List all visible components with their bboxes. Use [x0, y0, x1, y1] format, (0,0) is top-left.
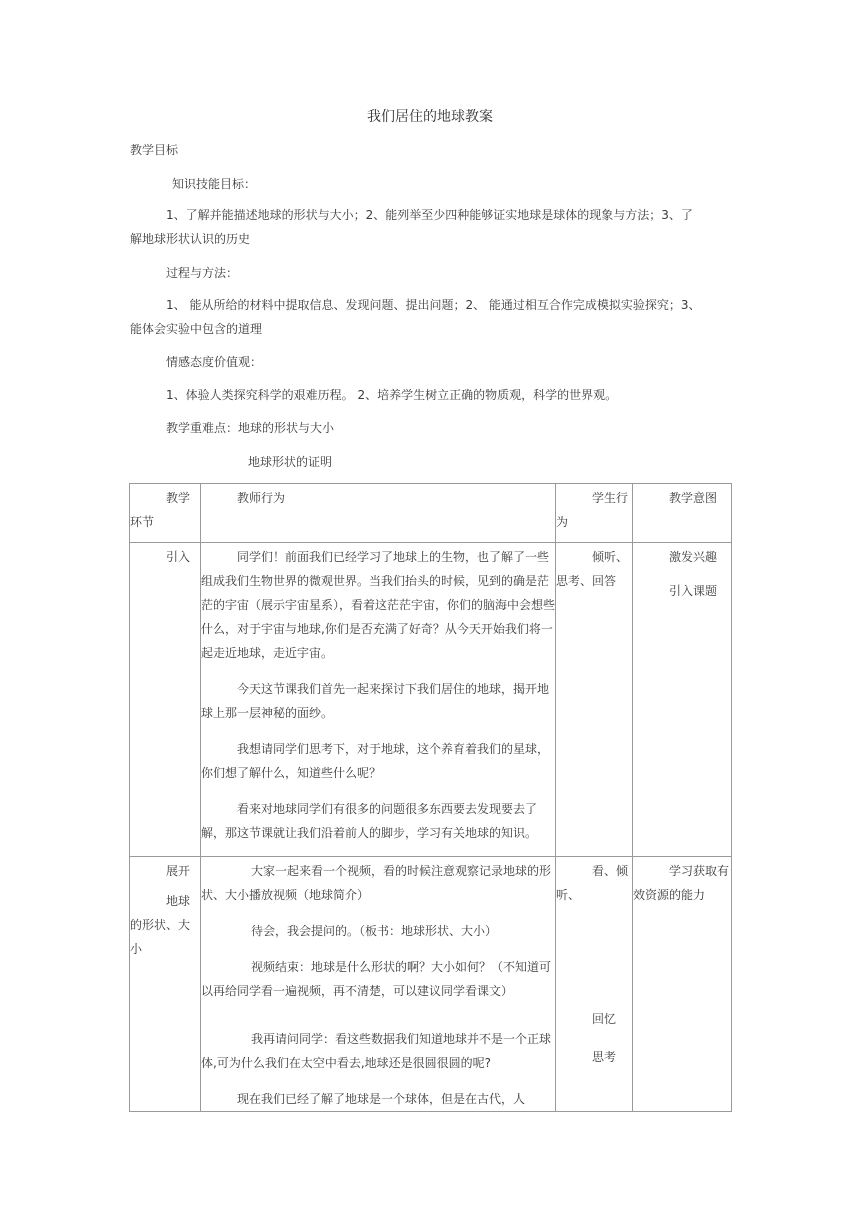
- row1-intent-2: 引入课题: [669, 584, 718, 598]
- row1-teacher-paragraph-4: 看来对地球同学们有很多的问题很多东西要去发现要去了解，那这节课就让我们沿着前人的脚步，学习有关地球的知识。: [201, 802, 538, 840]
- row2-intent: [633, 857, 732, 1112]
- row2-student-3: 思考: [592, 1050, 617, 1064]
- row1-stage: 引入: [130, 543, 201, 857]
- knowledge-text-line-1: 1、了解并能描述地球的形状与大小；2、能列举至少四种能够证实地球是球体的现象与方法；3、了: [166, 208, 693, 222]
- emotion-label: 情感态度价值观：: [166, 355, 263, 369]
- row2-stage-1: 展开: [166, 864, 191, 878]
- row2-student-1: 看、倾听、: [556, 864, 629, 902]
- key-points-label: 教学重难点：地球的形状与大小: [166, 421, 335, 435]
- row2-stage-2: 地球的形状、大小: [130, 894, 191, 956]
- section-objectives-heading: 教学目标: [130, 143, 179, 157]
- row1-intent: [633, 543, 732, 857]
- row2-teacher: [201, 857, 556, 1112]
- row2-stage: [130, 857, 201, 1112]
- lesson-table: [129, 483, 732, 1112]
- row2-intent-text: 学习获取有效资源的能力: [633, 864, 730, 902]
- row1-teacher: [201, 543, 556, 857]
- table-row: [130, 857, 732, 1112]
- row1-teacher-paragraph-2: 今天这节课我们首先一起来探讨下我们居住的地球，揭开地球上那一层神秘的面纱。: [201, 682, 550, 720]
- row1-teacher-paragraph-3: 我想请同学们思考下，对于地球，这个养育着我们的星球，你们想了解什么，知道些什么呢？: [201, 742, 550, 780]
- row2-teacher-paragraph-5: 现在我们已经了解了地球是一个球体，但是在古代，人: [237, 1092, 526, 1106]
- emotion-text: 1、体验人类探究科学的艰难历程。 2、培养学生树立正确的物质观，科学的世界观。: [166, 388, 618, 402]
- row1-student: 倾听、思考、回答: [556, 543, 633, 857]
- row2-teacher-paragraph-1: 大家一起来看一个视频，看的时候注意观察记录地球的形状、大小播放视频（地球简介）: [201, 864, 552, 902]
- header-stage: 教学环节: [130, 484, 201, 543]
- process-text-line-1: 1、 能从所给的材料中提取信息、发现问题、提出问题；2、 能通过相互合作完成模拟实验探究；3、: [166, 298, 701, 312]
- header-intent: 教学意图: [633, 484, 732, 543]
- row1-teacher-paragraph-1: 同学们！前面我们已经学习了地球上的生物，也了解了一些组成我们生物世界的微观世界。当我们抬头的时候，见到的确是茫茫的宇宙（展示宇宙星系），看着这茫茫宇宙，你们的脑海中会想些什么，对于宇宙与地球,你们是否充满了好奇？从今天开始我们将一起走近地球，走近宇宙。: [201, 550, 556, 660]
- row2-student: [556, 857, 633, 1112]
- knowledge-text-line-2: 解地球形状认识的历史: [130, 232, 251, 246]
- key-points-second: 地球形状的证明: [248, 455, 333, 469]
- header-teacher: 教师行为: [201, 484, 556, 543]
- header-student: 学生行为: [556, 484, 633, 543]
- row1-intent-1: 激发兴趣: [669, 550, 718, 564]
- table-row: [130, 543, 732, 857]
- document-title: 我们居住的地球教案: [367, 109, 493, 125]
- row2-student-2: 回忆: [592, 1012, 617, 1026]
- row2-teacher-paragraph-2: 待会，我会提问的。（板书：地球形状、大小）: [251, 924, 498, 938]
- process-text-line-2: 能体会实验中包含的道理: [130, 322, 263, 336]
- knowledge-label: 知识技能目标：: [172, 177, 257, 191]
- process-label: 过程与方法：: [166, 266, 239, 280]
- row2-teacher-paragraph-3: 视频结束：地球是什么形状的啊？大小如何？（不知道可以再给同学看一遍视频，再不清楚，可以建议同学看课文）: [201, 960, 552, 998]
- table-header-row: [130, 484, 732, 543]
- row2-teacher-paragraph-4: 我再请问同学：看这些数据我们知道地球并不是一个正球体,可为什么我们在太空中看去,地球还是很圆很圆的呢?: [201, 1032, 552, 1070]
